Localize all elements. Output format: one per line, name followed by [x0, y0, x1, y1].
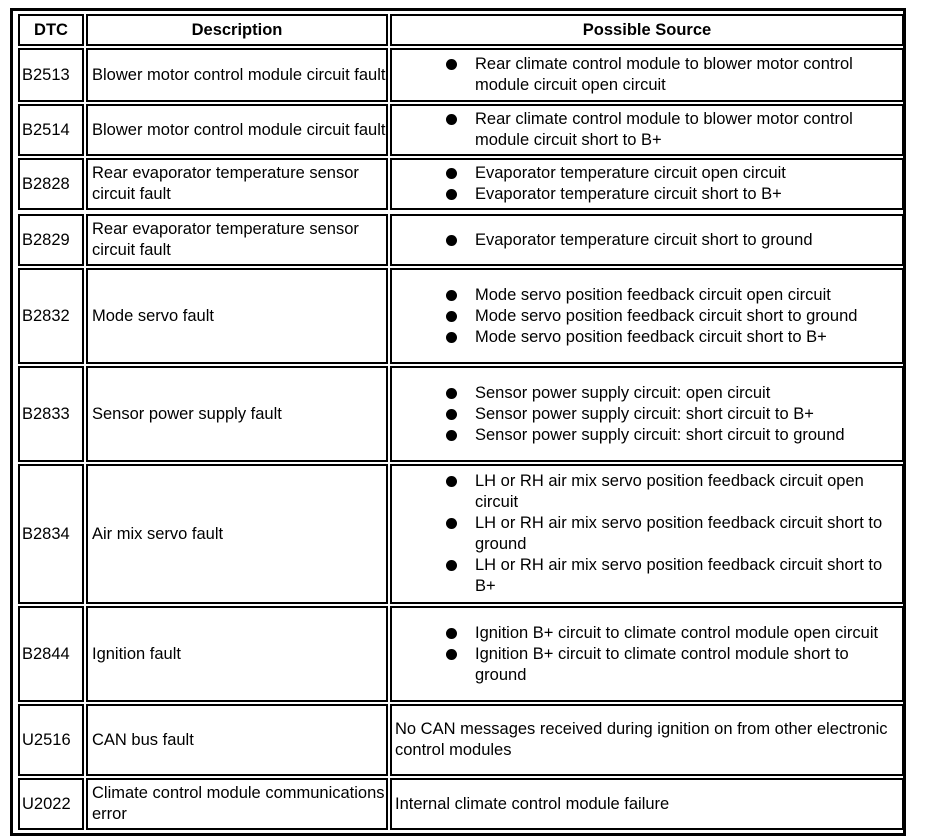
bullet-icon [446, 114, 457, 125]
source-text: No CAN messages received during ignition on from other electronic control modules [395, 720, 888, 759]
source-text: Evaporator temperature circuit short to ground [475, 230, 813, 249]
bullet-icon [446, 430, 457, 441]
dtc-code: B2833 [22, 404, 70, 423]
source-text: Evaporator temperature circuit open circuit [475, 164, 786, 182]
bullet-icon [446, 332, 457, 343]
dtc-code: U2022 [22, 794, 71, 813]
description-text: Rear evaporator temperature sensor circuit fault [92, 220, 359, 259]
source-list [392, 109, 902, 151]
bullet-icon [446, 59, 457, 70]
source-cell [390, 704, 904, 776]
dtc-cell [18, 268, 84, 364]
description-cell [86, 104, 388, 156]
source-text: LH or RH air mix servo position feedback circuit short to B+ [475, 556, 883, 595]
source-text: Mode servo position feedback circuit short to ground [475, 306, 858, 325]
description-text: Ignition fault [92, 644, 181, 663]
source-list-item [392, 163, 902, 184]
bullet-icon [446, 311, 457, 322]
source-text: Ignition B+ circuit to climate control module open circuit [475, 623, 879, 642]
source-list [392, 285, 902, 348]
bullet-icon [446, 235, 457, 246]
description-text: Blower motor control module circuit fault [92, 120, 386, 139]
description-cell [86, 48, 388, 102]
source-list-item [392, 383, 902, 404]
source-list-item [392, 404, 902, 425]
source-cell [390, 778, 904, 830]
source-cell [390, 48, 904, 102]
dtc-cell [18, 48, 84, 102]
source-text: Internal climate control module failure [395, 794, 670, 813]
description-text: Mode servo fault [92, 306, 214, 325]
bullet-icon [446, 628, 457, 639]
source-list-item [392, 306, 902, 327]
dtc-cell [18, 158, 84, 210]
description-text: Climate control module communications error [92, 784, 385, 823]
source-list [392, 623, 902, 686]
source-cell [390, 464, 904, 604]
bullet-icon [446, 168, 457, 179]
bullet-icon [446, 649, 457, 660]
dtc-code: B2514 [22, 120, 70, 139]
bullet-icon [446, 518, 457, 529]
description-text: Sensor power supply fault [92, 404, 282, 423]
dtc-cell [18, 778, 84, 830]
source-text: Rear climate control module to blower motor control module circuit short to B+ [475, 110, 853, 149]
source-list-item [392, 184, 902, 205]
source-list-item [392, 285, 902, 306]
description-text: Blower motor control module circuit fault [92, 65, 386, 84]
source-text: Sensor power supply circuit: open circuit [475, 383, 771, 402]
dtc-cell [18, 366, 84, 462]
dtc-cell [18, 606, 84, 702]
source-cell [390, 104, 904, 156]
bullet-icon [446, 388, 457, 399]
source-text: LH or RH air mix servo position feedback circuit short to ground [475, 514, 883, 553]
source-list-item [392, 555, 902, 597]
source-list-item [392, 109, 902, 151]
description-text: CAN bus fault [92, 730, 194, 749]
source-text: Mode servo position feedback circuit short to B+ [475, 327, 827, 346]
dtc-code: B2844 [22, 644, 70, 663]
source-list-item [392, 230, 902, 251]
dtc-code: B2828 [22, 174, 70, 193]
description-cell [86, 704, 388, 776]
description-cell [86, 158, 388, 210]
description-text: Rear evaporator temperature sensor circuit fault [92, 164, 359, 203]
source-list-item [392, 425, 902, 446]
header-dtc [18, 14, 84, 46]
description-cell [86, 606, 388, 702]
source-text: Sensor power supply circuit: short circuit to ground [475, 425, 845, 444]
source-text: Sensor power supply circuit: short circuit to B+ [475, 404, 814, 423]
bullet-icon [446, 409, 457, 420]
dtc-cell [18, 214, 84, 266]
source-list [392, 471, 902, 597]
header-source-label: Possible Source [582, 20, 712, 39]
dtc-cell [18, 464, 84, 604]
header-dtc-label: DTC [34, 20, 68, 39]
source-cell [390, 606, 904, 702]
source-cell [390, 158, 904, 210]
source-text: LH or RH air mix servo position feedback circuit open circuit [475, 472, 864, 511]
description-cell [86, 268, 388, 364]
header-description [86, 14, 388, 46]
source-list [392, 230, 902, 251]
description-cell [86, 214, 388, 266]
source-text: Mode servo position feedback circuit open circuit [475, 285, 831, 304]
source-list-item [392, 513, 902, 555]
source-cell [390, 268, 904, 364]
dtc-code: B2832 [22, 306, 70, 325]
header-source [390, 14, 904, 46]
source-cell [390, 366, 904, 462]
description-cell [86, 366, 388, 462]
source-list-item [392, 54, 902, 96]
dtc-cell [18, 704, 84, 776]
source-list [392, 163, 902, 205]
source-cell [390, 214, 904, 266]
source-text: Ignition B+ circuit to climate control module short to ground [475, 644, 849, 684]
dtc-code: B2513 [22, 65, 70, 84]
source-list [392, 54, 902, 96]
description-cell [86, 778, 388, 830]
dtc-code: U2516 [22, 730, 71, 749]
header-description-label: Description [191, 20, 283, 39]
source-list-item [392, 644, 902, 686]
source-text: Rear climate control module to blower motor control module circuit open circuit [475, 55, 853, 94]
dtc-code: B2834 [22, 524, 70, 543]
description-cell [86, 464, 388, 604]
source-list-item [392, 471, 902, 513]
bullet-icon [446, 560, 457, 571]
bullet-icon [446, 476, 457, 487]
bullet-icon [446, 189, 457, 200]
dtc-code: B2829 [22, 230, 70, 249]
dtc-cell [18, 104, 84, 156]
description-text: Air mix servo fault [92, 524, 224, 543]
source-list-item [392, 623, 902, 644]
source-text: Evaporator temperature circuit short to B+ [475, 185, 782, 203]
source-list-item [392, 327, 902, 348]
source-list [392, 383, 902, 446]
bullet-icon [446, 290, 457, 301]
